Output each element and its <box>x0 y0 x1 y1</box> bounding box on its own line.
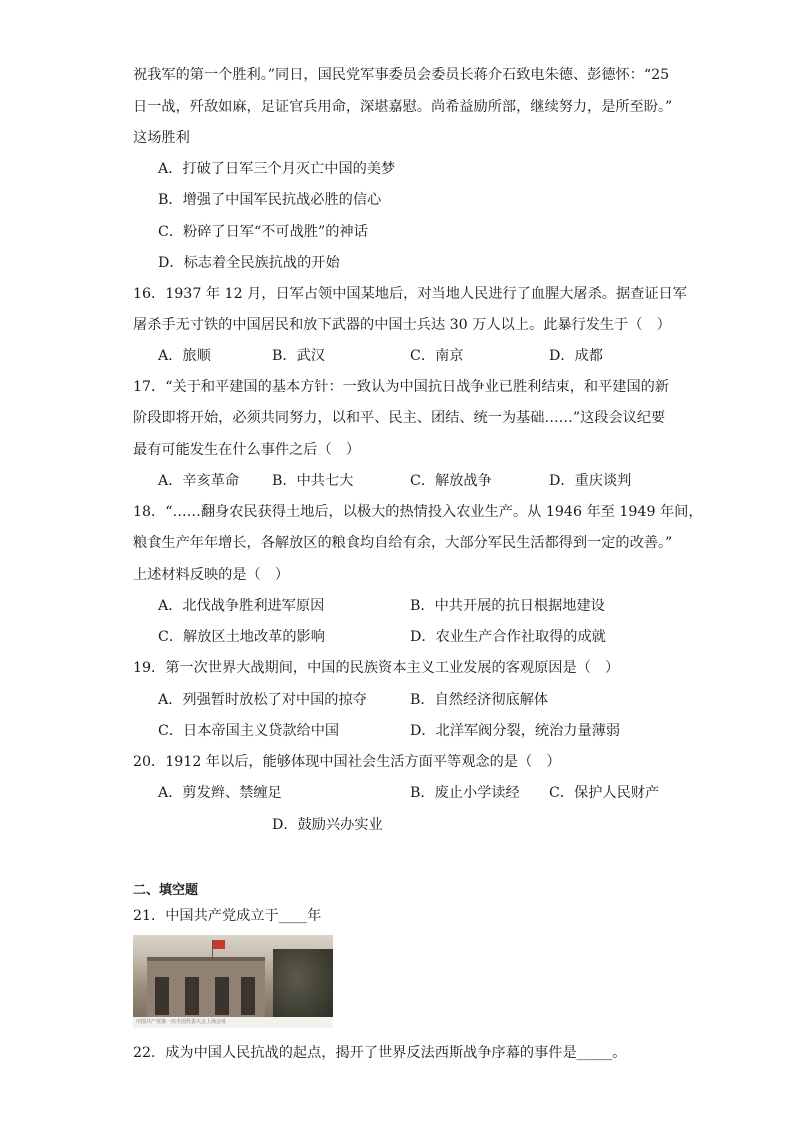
q16-stem-line-1: 16．1937 年 12 月，日军占领中国某地后，对当地人民进行了血腥大屠杀。据查证日军 <box>133 286 687 302</box>
photo-tree <box>273 949 333 1021</box>
photo-door <box>215 977 229 1015</box>
q22-stem: 22．成为中国人民抗战的起点，揭开了世界反法西斯战争序幕的事件是_____。 <box>133 1045 627 1061</box>
q18-stem-line-3: 上述材料反映的是（ ） <box>133 567 290 583</box>
q17-option-b: B．中共七大 <box>272 473 354 489</box>
q19-option-d: D．北洋军阀分裂，统治力量薄弱 <box>410 723 621 739</box>
q16-stem-line-2: 屠杀手无寸铁的中国居民和放下武器的中国士兵达 30 万人以上。此暴行发生于（ ） <box>133 317 671 333</box>
section-title-fill-in: 二、填空题 <box>133 883 199 898</box>
q17-option-a: A．辛亥革命 <box>158 473 240 489</box>
q18-option-c: C．解放区土地改革的影响 <box>158 629 325 645</box>
q15-option-b: B．增强了中国军民抗战必胜的信心 <box>158 192 382 208</box>
q21-stem: 21．中国共产党成立于____年 <box>133 908 322 924</box>
q20-option-c: C．保护人民财产 <box>549 785 660 801</box>
photo-flag <box>213 940 225 949</box>
q15-option-c: C．粉碎了日军“不可战胜”的神话 <box>158 224 368 240</box>
q20-option-a: A．剪发辫、禁缠足 <box>158 785 282 801</box>
q15-option-a: A．打破了日军三个月灭亡中国的美梦 <box>158 161 396 177</box>
q19-option-c: C．日本帝国主义贷款给中国 <box>158 723 340 739</box>
first-congress-site-photo <box>133 935 333 1028</box>
q16-option-b: B．武汉 <box>272 348 325 364</box>
q17-stem-line-3: 最有可能发生在什么事件之后（ ） <box>133 442 361 458</box>
q17-stem-line-2: 阶段即将开始，必须共同努力，以和平、民主、团结、统一为基础……”这段会议纪要 <box>133 410 666 426</box>
q19-stem-line-1: 19．第一次世界大战期间，中国的民族资本主义工业发展的客观原因是（ ） <box>133 660 620 676</box>
q20-option-b: B．废止小学读经 <box>410 785 520 801</box>
photo-door <box>155 977 169 1015</box>
q18-stem-line-1: 18．“……翻身农民获得土地后，以极大的热情投入农业生产。从 1946 年至 1949 年间， <box>133 504 703 520</box>
q20-stem-line-1: 20．1912 年以后，能够体现中国社会生活方面平等观念的是（ ） <box>133 754 561 770</box>
q19-option-b: B．自然经济彻底解体 <box>410 692 549 708</box>
q17-option-d: D．重庆谈判 <box>549 473 632 489</box>
q16-option-c: C．南京 <box>410 348 464 364</box>
photo-door <box>241 977 255 1015</box>
q15-stem-line-1: 祝我军的第一个胜利。”同日，国民党军事委员会委员长蒋介石致电朱德、彭德怀：“25 <box>133 67 670 83</box>
q18-option-a: A．北伐战争胜利进军原因 <box>158 598 325 614</box>
q20-option-d: D．鼓励兴办实业 <box>272 817 383 833</box>
q19-option-a: A．列强暂时放松了对中国的掠夺 <box>158 692 367 708</box>
photo-caption: 中国共产党第一次全国代表大会上海会址 <box>133 1017 333 1028</box>
q17-stem-line-1: 17．“关于和平建国的基本方针：一致认为中国抗日战争业已胜利结束，和平建国的新 <box>133 379 670 395</box>
q15-stem-line-3: 这场胜利 <box>133 130 190 146</box>
q15-stem-line-2: 日一战，歼敌如麻，足证官兵用命，深堪嘉慰。尚希益励所部，继续努力，是所至盼。” <box>133 99 673 115</box>
photo-door <box>185 977 199 1015</box>
q16-option-a: A．旅顺 <box>158 348 211 364</box>
q18-option-d: D．农业生产合作社取得的成就 <box>410 629 606 645</box>
q18-stem-line-2: 粮食生产年年增长，各解放区的粮食均自给有余，大部分军民生活都得到一定的改善。” <box>133 535 673 551</box>
q15-option-d: D．标志着全民族抗战的开始 <box>158 255 340 271</box>
q18-option-b: B．中共开展的抗日根据地建设 <box>410 598 605 614</box>
q16-option-d: D．成都 <box>549 348 603 364</box>
q17-option-c: C．解放战争 <box>410 473 492 489</box>
